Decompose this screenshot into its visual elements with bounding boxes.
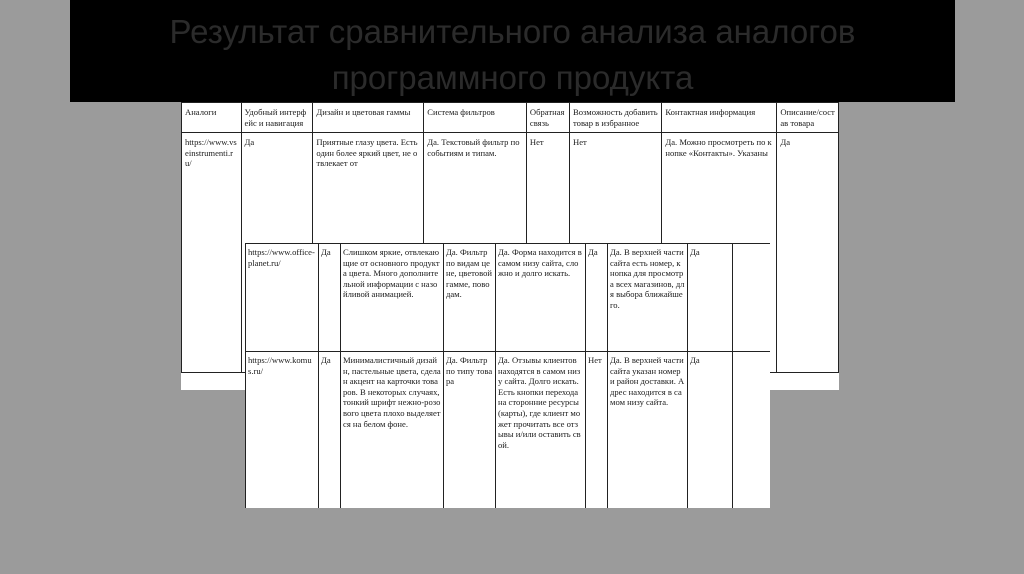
table-cell: https://www.office-planet.ru/	[246, 244, 319, 352]
table-row	[246, 352, 771, 509]
table-header-cell: Дизайн и цветовая гаммы	[313, 103, 424, 133]
table-cell: Да. Фильтр по видам цене, цветовой гамме, поводам.	[444, 244, 496, 352]
table-cell: Да	[688, 352, 733, 509]
table-cell: Да. Фильтр по типу товара	[444, 352, 496, 509]
table-header-cell: Удобный интерфейс и навигация	[241, 103, 313, 133]
table-cell: Да	[319, 244, 341, 352]
table-cell: https://www.vseinstrumenti.ru/	[182, 133, 242, 373]
table-row	[246, 244, 771, 352]
table-header-cell: Аналоги	[182, 103, 242, 133]
table-cell: Минималистичный дизайн, пастельные цвета, сделан акцент на карточки товаров. В некоторых случаях, тонкий шрифт нежно-розового цвета плохо выделяется на белом фоне.	[341, 352, 444, 509]
table-cell: Да	[319, 352, 341, 509]
table-header-cell: Возможность добавить товар в избранное	[570, 103, 662, 133]
table-cell: Да	[586, 244, 608, 352]
table-cell: Приятные глазу цвета. Есть один более яркий цвет, не отвлекает от	[313, 133, 424, 373]
table-cell	[733, 352, 771, 509]
table-header-cell: Система фильтров	[424, 103, 527, 133]
table-cell: https://www.komus.ru/	[246, 352, 319, 509]
table-header-cell: Контактная информация	[662, 103, 777, 133]
table-cell: Да. В верхней части сайта указан номер и район доставки. Адрес находится в самом низу сайта.	[608, 352, 688, 509]
table-header-cell: Обратная связь	[526, 103, 569, 133]
table-cell: Да	[241, 133, 313, 373]
table-header-row	[182, 103, 839, 133]
table-cell: Да. Отзывы клиентов находятся в самом низу сайта. Долго искать. Есть кнопки перехода на сторонние ресурсы(карты), где клиент может прочитать все отзывы и/или оставить свой.	[496, 352, 586, 509]
table-cell: Нет	[586, 352, 608, 509]
table-cell: Слишком яркие, отвлекающие от основного продукта цвета. Много дополнительной информации с назойливой анимацией.	[341, 244, 444, 352]
comparison-table-2	[245, 243, 770, 508]
table-cell: Да	[688, 244, 733, 352]
table-header-cell: Описание/состав товара	[777, 103, 839, 133]
table-cell: Да. Можно просмотреть по кнопке «Контакты». Указаны	[662, 133, 777, 373]
table-cell: Нет	[570, 133, 662, 373]
comparison-table-image-2	[245, 243, 770, 508]
slide-title-bar	[70, 0, 955, 102]
table-cell: Да	[777, 133, 839, 373]
slide-title-line-1: Результат сравнительного анализа аналогов	[169, 13, 856, 50]
table-cell: Да. Текстовый фильтр по событиям и типам.	[424, 133, 527, 373]
table-cell: Да. В верхней части сайта есть номер, кнопка для просмотра всех магазинов, для выбора ближайшего.	[608, 244, 688, 352]
table-cell: Нет	[526, 133, 569, 373]
table-cell: Да. Форма находится в самом низу сайта, сложно и долго искать.	[496, 244, 586, 352]
slide-title-line-2: программного продукта	[331, 59, 694, 96]
table-cell	[733, 244, 771, 352]
